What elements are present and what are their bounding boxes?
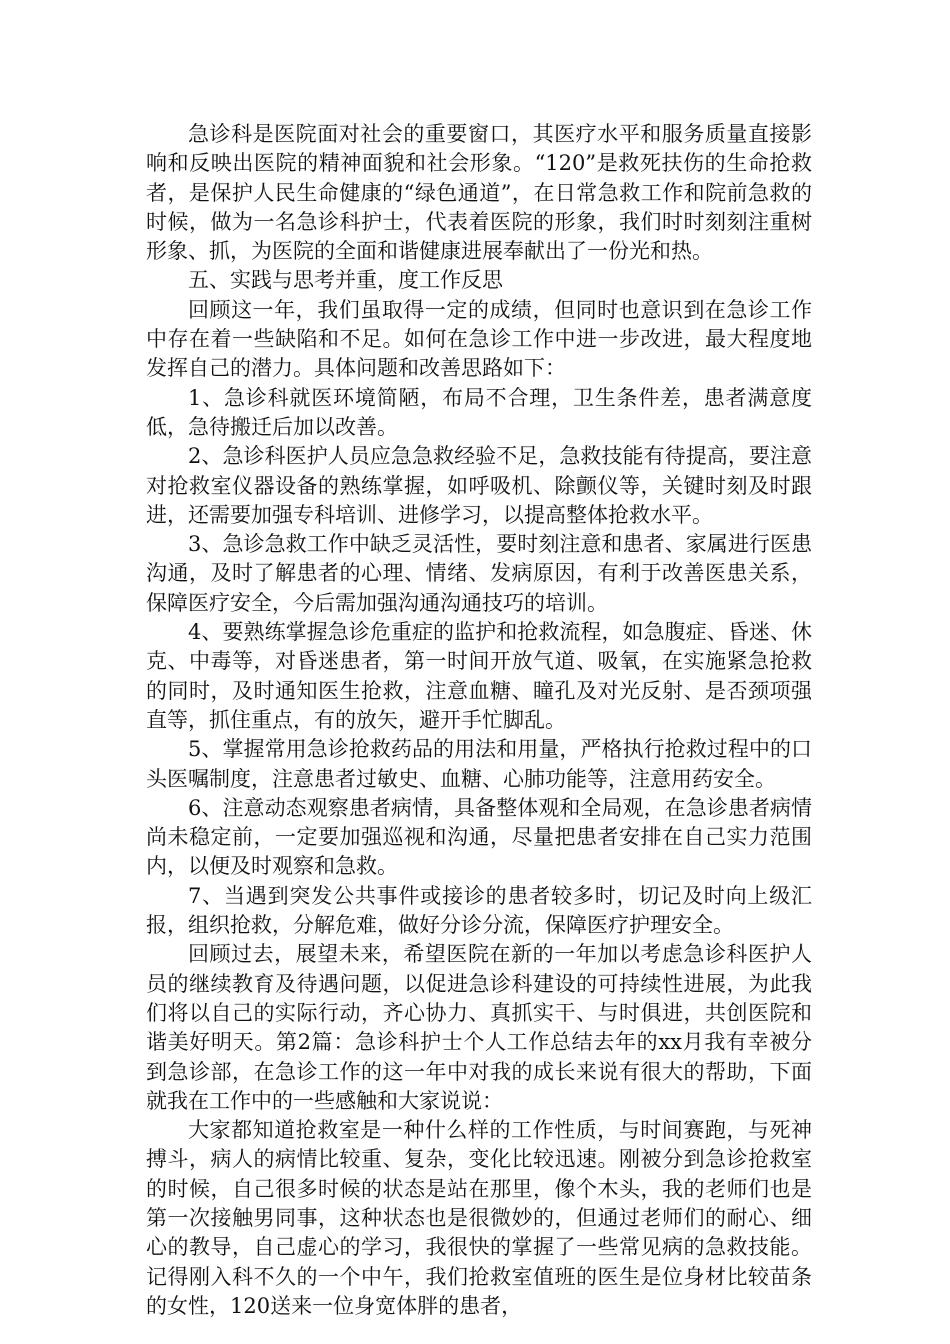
list-item-1: 1、急诊科就医环境简陋，布局不合理，卫生条件差，患者满意度低，急待搬迁后加以改善。	[146, 385, 812, 439]
list-item-7: 7、当遇到突发公共事件或接诊的患者较多时，切记及时向上级汇报，组织抢救，分解危难，做好分诊分流，保障医疗护理安全。	[146, 883, 812, 938]
paragraph-rescue-room: 大家都知道抢救室是一种什么样的工作性质，与时间赛跑，与死神搏斗，病人的病情比较重、复杂，变化比较迅速。刚被分到急诊抢救室的时候，自己很多时候的状态是站在那里，像个木头，我的老师们也是第一次接触男同事，这种状态也是很微妙的，但通过老师们的耐心、细心的教导，自己虚心的学习，我很快的掌握了一些常见病的急救技能。记得刚入科不久的一个中午，我们抢救室值班的医生是位身材比较苗条的女性，120送来一位身宽体胖的患者，	[146, 1118, 812, 1318]
document-body	[146, 120, 812, 1321]
list-item-4: 4、要熟练掌握急诊危重症的监护和抢救流程，如急腹症、昏迷、休克、中毒等，对昏迷患者，第一时间开放气道、吸氧，在实施紧急抢救的同时，及时通知医生抢救，注意血糖、瞳孔及对光反射、是否颈项强直等，抓住重点，有的放矢，避开手忙脚乱。	[146, 620, 812, 732]
list-item-3: 3、急诊急救工作中缺乏灵活性，要时刻注意和患者、家属进行医患沟通，及时了解患者的心理、情绪、发病原因，有利于改善医患关系，保障医疗安全，今后需加强沟通沟通技巧的培训。	[146, 532, 812, 615]
list-item-5: 5、掌握常用急诊抢救药品的用法和用量，严格执行抢救过程中的口头医嘱制度，注意患者过敏史、血糖、心肺功能等，注意用药安全。	[146, 737, 812, 791]
paragraph-review: 回顾这一年，我们虽取得一定的成绩，但同时也意识到在急诊工作中存在着一些缺陷和不足。如何在急诊工作中进一步改进，最大程度地发挥自己的潜力。具体问题和改善思路如下：	[146, 297, 812, 381]
section-heading-reflection: 五、实践与思考并重，度工作反思	[188, 268, 503, 293]
paragraph-outlook: 回顾过去，展望未来，希望医院在新的一年加以考虑急诊科医护人员的继续教育及待遇问题，以促进急诊科建设的可持续性进展，为此我们将以自己的实际行动，齐心协力、真抓实干、与时俱进，共创医院和谐美好明天。第2篇：急诊科护士个人工作总结去年的xx月我有幸被分到急诊部，在急诊工作的这一年中对我的成长来说有很大的帮助，下面就我在工作中的一些感触和大家说说：	[146, 942, 812, 1113]
list-item-2: 2、急诊科医护人员应急急救经验不足，急救技能有待提高，要注意对抢救室仪器设备的熟练掌握，如呼吸机、除颤仪等，关键时刻及时跟进，还需要加强专科培训、进修学习，以提高整体抢救水平。	[146, 444, 812, 527]
list-item-6: 6、注意动态观察患者病情，具备整体观和全局观，在急诊患者病情尚未稳定前，一定要加强巡视和沟通，尽量把患者安排在自己实力范围内，以便及时观察和急救。	[146, 795, 812, 879]
paragraph-emergency-window: 急诊科是医院面对社会的重要窗口，其医疗水平和服务质量直接影响和反映出医院的精神面貌和社会形象。“120”是救死扶伤的生命抢救者，是保护人民生命健康的“绿色通道”，在日常急救工作和院前急救的时候，做为一名急诊科护士，代表着医院的形象，我们时时刻刻注重树形象、抓，为医院的全面和谐健康进展奉献出了一份光和热。	[146, 122, 812, 264]
